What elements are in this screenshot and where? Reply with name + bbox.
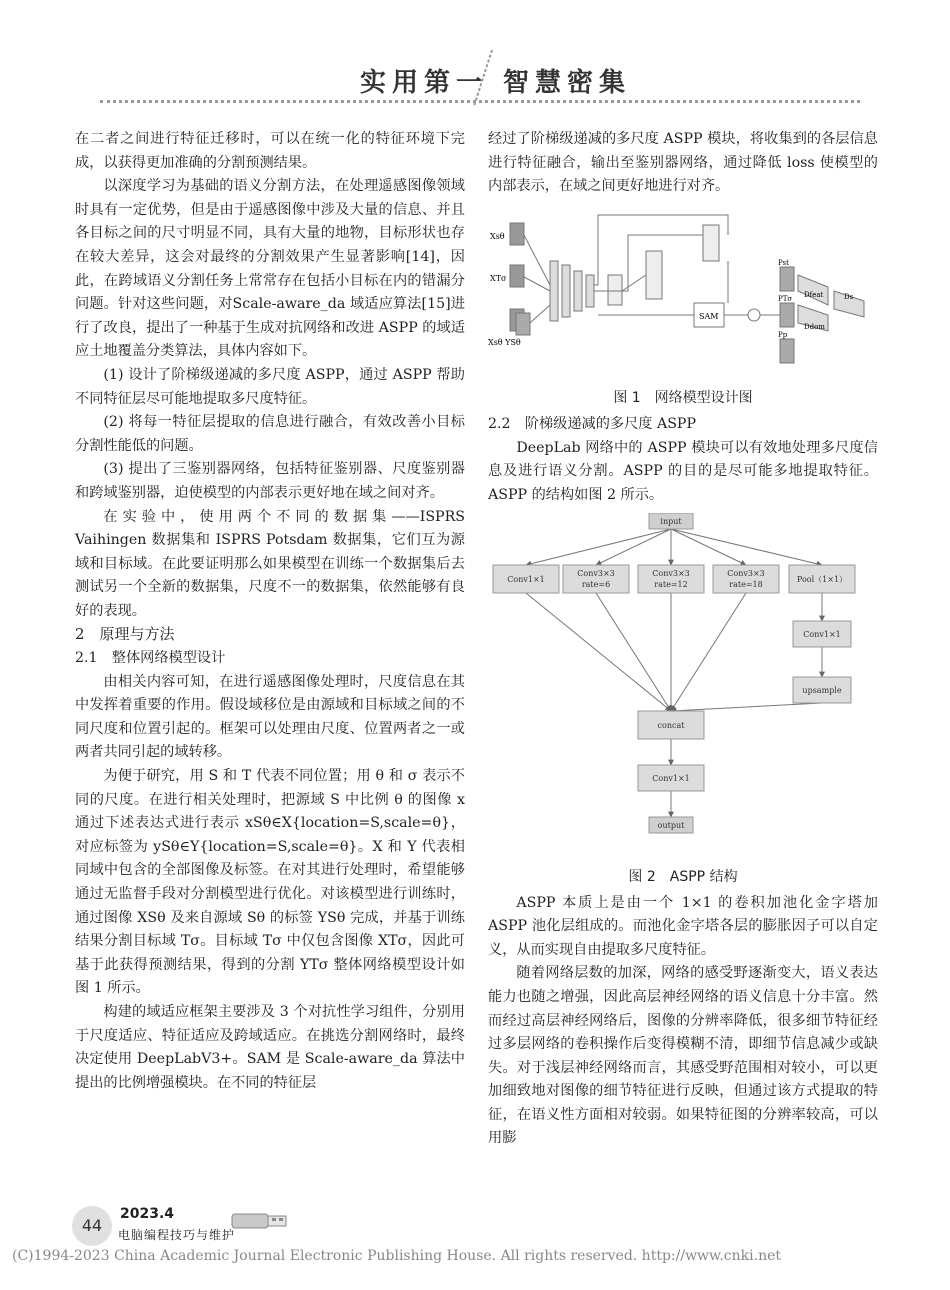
figure-2-caption: 图 2 ASPP 结构 — [628, 868, 738, 885]
figure-2 — [488, 513, 878, 889]
figure-1-caption: 图 1 网络模型设计图 — [613, 390, 753, 407]
header-slash-decoration — [468, 48, 498, 108]
section-heading: 2 原理与方法 — [75, 625, 175, 644]
figure-1 — [488, 205, 878, 411]
paragraph: 由相关内容可知，在进行遥感图像处理时，尺度信息在其中发挥着重要的作用。假设域移位是由源域和目标域之间的不同尺度和位置引起的。框架可以处理由尺度、位置两者之一或两者共同引起的域转移。 — [75, 673, 465, 761]
aspp-conv3x3-rate18-node: Conv3×3 — [727, 569, 765, 579]
fig1-label-x-source: Xsθ — [490, 231, 505, 241]
aspp-pool-conv-node: Conv1×1 — [803, 630, 841, 640]
paragraph: (3) 提出了三鉴别器网络，包括特征鉴别器、尺度鉴别器和跨域鉴别器，迫使模型的内部表示更好地在域之间对齐。 — [75, 461, 465, 501]
subsection-heading: 2.1 整体网络模型设计 — [75, 650, 226, 667]
paragraph: 经过了阶梯级递减的多尺度 ASPP 模块，将收集到的各层信息进行特征融合，输出至鉴别器网络，通过降低 loss 使模型的内部表示，在域之间更好地进行对齐。 — [488, 131, 878, 195]
paragraph: 在二者之间进行特征迁移时，可以在统一化的特征环境下完成，以获得更加准确的分割预测结果。 — [75, 131, 465, 171]
aspp-pool-node: Pool（1×1） — [796, 575, 848, 585]
aspp-rate18-label: rate=18 — [729, 580, 763, 590]
running-header-title: 实用第一 智慧密集 — [360, 68, 632, 98]
fig1-label-pp: Pp — [778, 330, 788, 339]
network-model-diagram — [488, 205, 878, 375]
left-column — [75, 128, 465, 1095]
usb-plug-icon — [228, 1200, 298, 1240]
paragraph: 为便于研究，用 S 和 T 代表不同位置；用 θ 和 σ 表示不同的尺度。在进行相关处理时，把源域 S 中比例 θ 的图像 x 通过下述表达式进行表示 xSθ∈X{location=S,scale=θ}，对应标签为 ySθ∈Y{location=S,scale=θ}。X 和 Y 代表相同域中包含的全部图像及标签。在对其进行处理时，希望能够通过无监督手段对分割模型进行优化。对该模型进行训练时，通过图像 XSθ 及来自源域 Sθ 的标签 YSθ 完成，并基于训练结果分割目标域 Tσ。目标域 Tσ 中仅包含图像 XTσ，因此可基于此获得预测结果，得到的分割 YTσ 整体网络模型设计如图 1 所示。 — [75, 768, 465, 997]
aspp-output-node: output — [657, 821, 685, 831]
aspp-final-conv-node: Conv1×1 — [652, 774, 690, 784]
paragraph: (1) 设计了阶梯级递减的多尺度 ASPP，通过 ASPP 帮助不同特征层尽可能地提取多尺度特征。 — [75, 366, 465, 407]
paragraph: (2) 将每一特征层提取的信息进行融合，有效改善小目标分割性能低的问题。 — [75, 414, 465, 454]
aspp-structure-diagram — [488, 513, 878, 853]
fig1-label-ddom: Ddom — [804, 322, 825, 331]
paragraph: 随着网络层数的加深，网络的感受野逐渐变大，语义表达能力也随之增强，因此高层神经网络的语义信息十分丰富。然而经过高层神经网络后，图像的分辨率降低，很多细节特征经过多层网络的卷积操作后变得模糊不清，即细节信息减少或缺失。对于浅层神经网络而言，其感受野范围相对较小，可以更加细致地对图像的细节特征进行反映，但通过该方式提取的特征，在语义性方面相对较弱。如果特征图的分辨率较高，可以用膨 — [488, 965, 878, 1147]
page-number: 44 — [72, 1206, 112, 1246]
fig1-label-ds: Ds — [844, 292, 854, 301]
aspp-rate12-label: rate=12 — [654, 580, 688, 590]
fig1-label-x-target: XTσ — [490, 273, 507, 283]
fig1-sam-label: SAM — [699, 311, 719, 321]
paragraph: 构建的域适应框架主要涉及 3 个对抗性学习组件，分别用于尺度适应、特征适应及跨域适应。在挑选分割网络时，最终决定使用 DeepLabV3+。SAM 是 Scale-aware_da 算法中提出的比例增强模块。在不同的特征层 — [75, 1003, 465, 1091]
fig1-label-pt: PTσ — [778, 294, 793, 303]
paragraph: DeepLab 网络中的 ASPP 模块可以有效地处理多尺度信息及进行语义分割。ASPP 的目的是尽可能多地提取特征。ASPP 的结构如图 2 所示。 — [488, 439, 878, 503]
aspp-concat-node: concat — [657, 721, 685, 731]
fig1-label-pst: Pst — [778, 258, 789, 267]
right-column — [488, 128, 878, 1151]
fig1-label-xy-source: Xsθ YSθ — [488, 337, 521, 347]
header-dotted-rule — [100, 100, 860, 103]
fig1-label-dfeat: Dfeat — [804, 290, 824, 299]
aspp-conv1x1-node: Conv1×1 — [507, 575, 545, 585]
aspp-rate6-label: rate=6 — [581, 580, 611, 590]
aspp-conv3x3-rate12-node: Conv3×3 — [652, 569, 690, 579]
paragraph: 在实验中，使用两个不同的数据集——ISPRS Vaihingen 数据集和 ISPRS Potsdam 数据集，它们互为源域和目标域。在此要证明那么如果模型在训练一个数据集后去测试另一个全新的数据集，尺度不一的数据集，依然能够有良好的表现。 — [75, 508, 465, 619]
subsection-heading: 2.2 阶梯级递减的多尺度 ASPP — [488, 415, 697, 432]
copyright-line: (C)1994-2023 China Academic Journal Electronic Publishing House. All rights reserved. http://www.cnki.net — [12, 1248, 782, 1264]
issue-label: 2023.4 — [120, 1206, 175, 1222]
aspp-conv3x3-rate6-node: Conv3×3 — [577, 569, 615, 579]
aspp-input-node: input — [660, 517, 682, 527]
paragraph: 以深度学习为基础的语义分割方法，在处理遥感图像领域时具有一定优势，但是由于遥感图像中涉及大量的信息、并且各目标之间的尺寸明显不同，具有大量的地物，目标形状也存在较大差异，这会对最终的分割效果产生显著影响[14]，因此，在跨域语义分割任务上常常存在包括小目标在内的错漏分问题。针对这些问题，对Scale-aware_da 域适应算法[15]进行了改良，提出了一种基于生成对抗网络和改进 ASPP 的域适应土地覆盖分类算法，具体内容如下。 — [75, 178, 465, 360]
journal-name: 电脑编程技巧与维护 — [118, 1228, 236, 1242]
aspp-upsample-node: upsample — [802, 686, 842, 696]
paragraph: ASPP 本质上是由一个 1×1 的卷积加池化金字塔加 ASPP 池化层组成的。而池化金字塔各层的膨胀因子可以自定义，从而实现自由提取多尺度特征。 — [488, 894, 878, 958]
